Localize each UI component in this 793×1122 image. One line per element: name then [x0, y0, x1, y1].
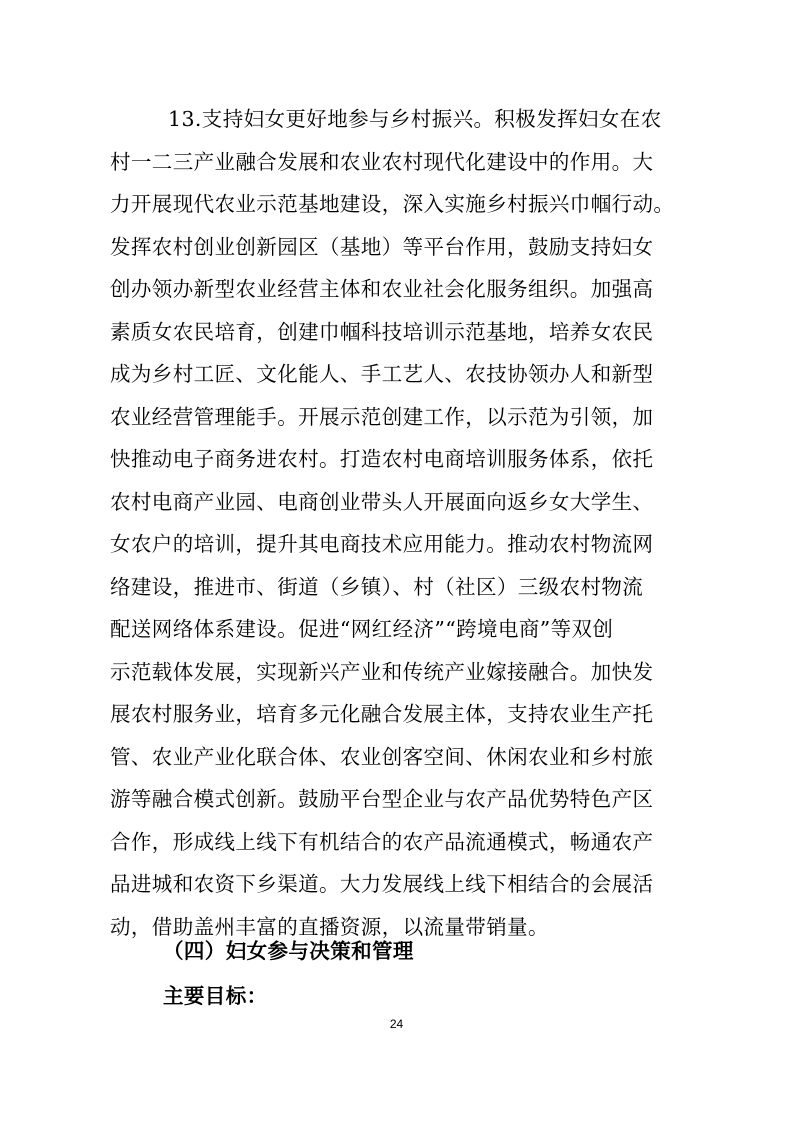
paragraph-line: 展农村服务业，培育多元化融合发展主体，支持农业生产托 [110, 702, 654, 726]
paragraph-line: 合作，形成线上线下有机结合的农产品流通模式，畅通农产 [110, 829, 654, 854]
paragraph-line: 创办领办新型农业经营主体和农业社会化服务组织。加强高 [110, 277, 654, 301]
paragraph-line: 动，借助盖州丰富的直播资源，以流量带销量。 [110, 914, 549, 939]
paragraph-line: 示范载体发展，实现新兴产业和传统产业嫁接融合。加快发 [110, 659, 654, 684]
paragraph-line: 农村电商产业园、电商创业带头人开展面向返乡女大学生、 [110, 489, 654, 514]
page-number: 24 [389, 1017, 404, 1031]
paragraph-line: 管、农业产业化联合体、农业创客空间、休闲农业和乡村旅 [110, 744, 654, 769]
paragraph-line: 农业经营管理能手。开展示范创建工作，以示范为引领，加 [110, 404, 654, 429]
paragraph-13 [110, 98, 700, 948]
paragraph-line: 素质女农民培育，创建巾帼科技培训示范基地，培养女农民 [110, 319, 654, 344]
paragraph-line: 女农户的培训，提升其电商技术应用能力。推动农村物流网 [110, 532, 654, 556]
paragraph-line: 成为乡村工匠、文化能人、手工艺人、农技协领办人和新型 [110, 362, 654, 386]
paragraph-line: 村一二三产业融合发展和农业农村现代化建设中的作用。大 [110, 149, 654, 174]
paragraph-line: 发挥农村创业创新园区（基地）等平台作用，鼓励支持妇女 [110, 234, 654, 259]
paragraph-line: 配送网络体系建设。促进“网红经济”“跨境电商”等双创 [110, 617, 614, 641]
paragraph-line: 快推动电子商务进农村。打造农村电商培训服务体系，依托 [110, 447, 654, 471]
paragraph-line: 络建设，推进市、街道（乡镇）、村（社区）三级农村物流 [110, 574, 644, 599]
subheading-main-goals: 主要目标： [163, 984, 268, 1008]
paragraph-line: 游等融合模式创新。鼓励平台型企业与农产品优势特色产区 [110, 787, 654, 811]
paragraph-line: 力开展现代农业示范基地建设，深入实施乡村振兴巾帼行动。 [110, 192, 675, 216]
section-heading: （四）妇女参与决策和管理 [163, 939, 414, 963]
paragraph-line: 13.支持妇女更好地参与乡村振兴。积极发挥妇女在农 [168, 107, 662, 131]
paragraph-line: 品进城和农资下乡渠道。大力发展线上线下相结合的会展活 [110, 872, 654, 896]
